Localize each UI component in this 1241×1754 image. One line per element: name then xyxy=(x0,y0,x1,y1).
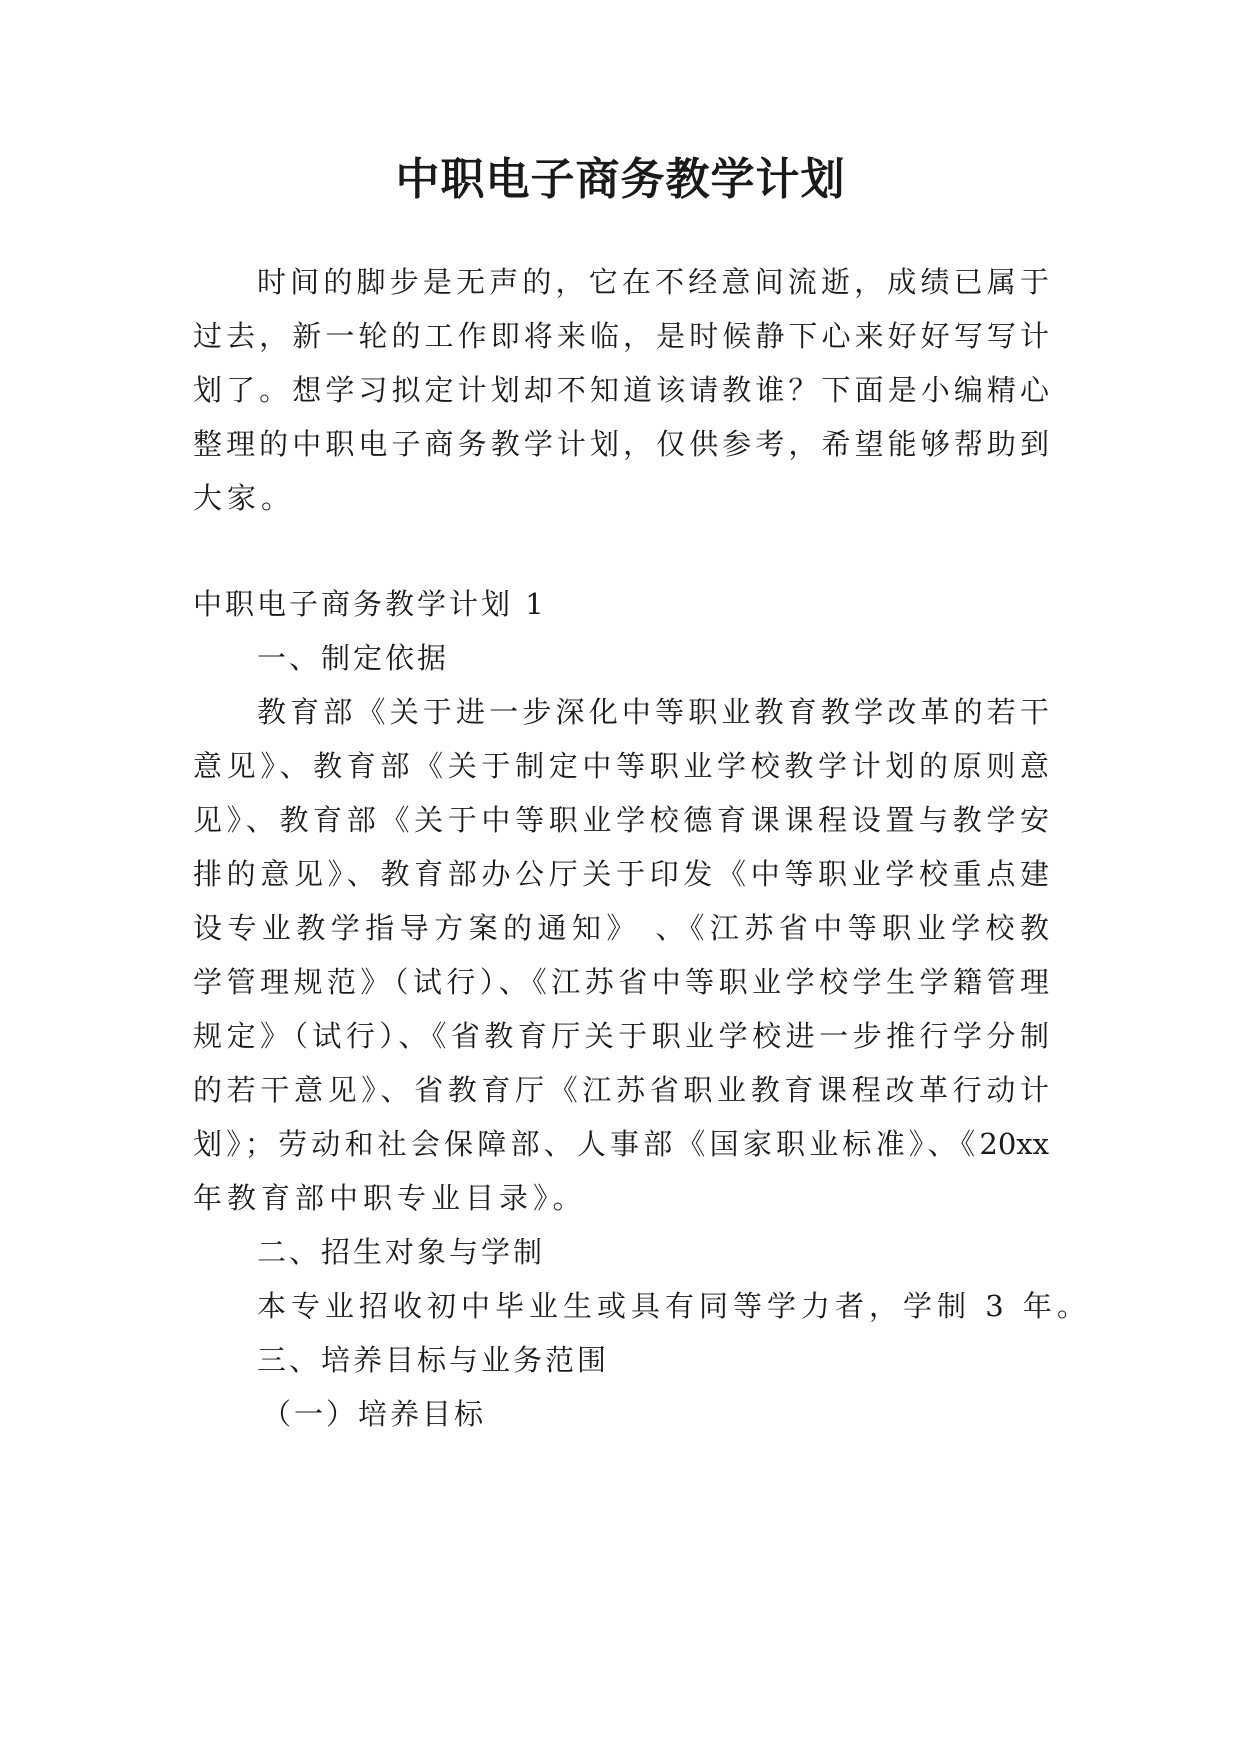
basis-line: 见》、教育部《关于中等职业学校德育课课程设置与教学安 xyxy=(193,803,1049,837)
basis-line: 划》；劳动和社会保障部、人事部《国家职业标准》、《20xx xyxy=(193,1127,1049,1161)
basis-line: 设专业教学指导方案的通知》 、《江苏省中等职业学校教 xyxy=(193,911,1049,945)
intro-line: 大家。 xyxy=(193,481,296,515)
heading-enrollment: 二、招生对象与学制 xyxy=(257,1235,546,1269)
basis-line: 年教育部中职专业目录》。 xyxy=(193,1181,587,1215)
heading-objectives: 三、培养目标与业务范围 xyxy=(257,1343,610,1377)
basis-line: 规定》（试行）、《省教育厅关于职业学校进一步推行学分制 xyxy=(193,1019,1049,1053)
heading-basis: 一、制定依据 xyxy=(257,641,450,675)
basis-line: 学管理规范》（试行）、《江苏省中等职业学校学生学籍管理 xyxy=(193,965,1049,999)
intro-line: 过去，新一轮的工作即将来临，是时候静下心来好好写写计 xyxy=(193,319,1049,353)
intro-line: 时间的脚步是无声的，它在不经意间流逝，成绩已属于 xyxy=(257,265,1049,299)
intro-line: 整理的中职电子商务教学计划，仅供参考，希望能够帮助到 xyxy=(193,427,1049,461)
basis-line: 排的意见》、教育部办公厅关于印发《中等职业学校重点建 xyxy=(193,857,1049,891)
section-title: 中职电子商务教学计划 1 xyxy=(193,587,547,621)
basis-line: 意见》、教育部《关于制定中等职业学校教学计划的原则意 xyxy=(193,749,1049,783)
intro-line: 划了。想学习拟定计划却不知道该请教谁？下面是小编精心 xyxy=(193,373,1049,407)
document-title: 中职电子商务教学计划 xyxy=(395,154,846,205)
subheading-training-goal: （一）培养目标 xyxy=(262,1397,487,1431)
basis-line: 的若干意见》、省教育厅《江苏省职业教育课程改革行动计 xyxy=(193,1073,1049,1107)
enrollment-paragraph: 本专业招收初中毕业生或具有同等学力者，学制 3 年。 xyxy=(257,1289,1091,1323)
basis-line: 教育部《关于进一步深化中等职业教育教学改革的若干 xyxy=(257,695,1049,729)
